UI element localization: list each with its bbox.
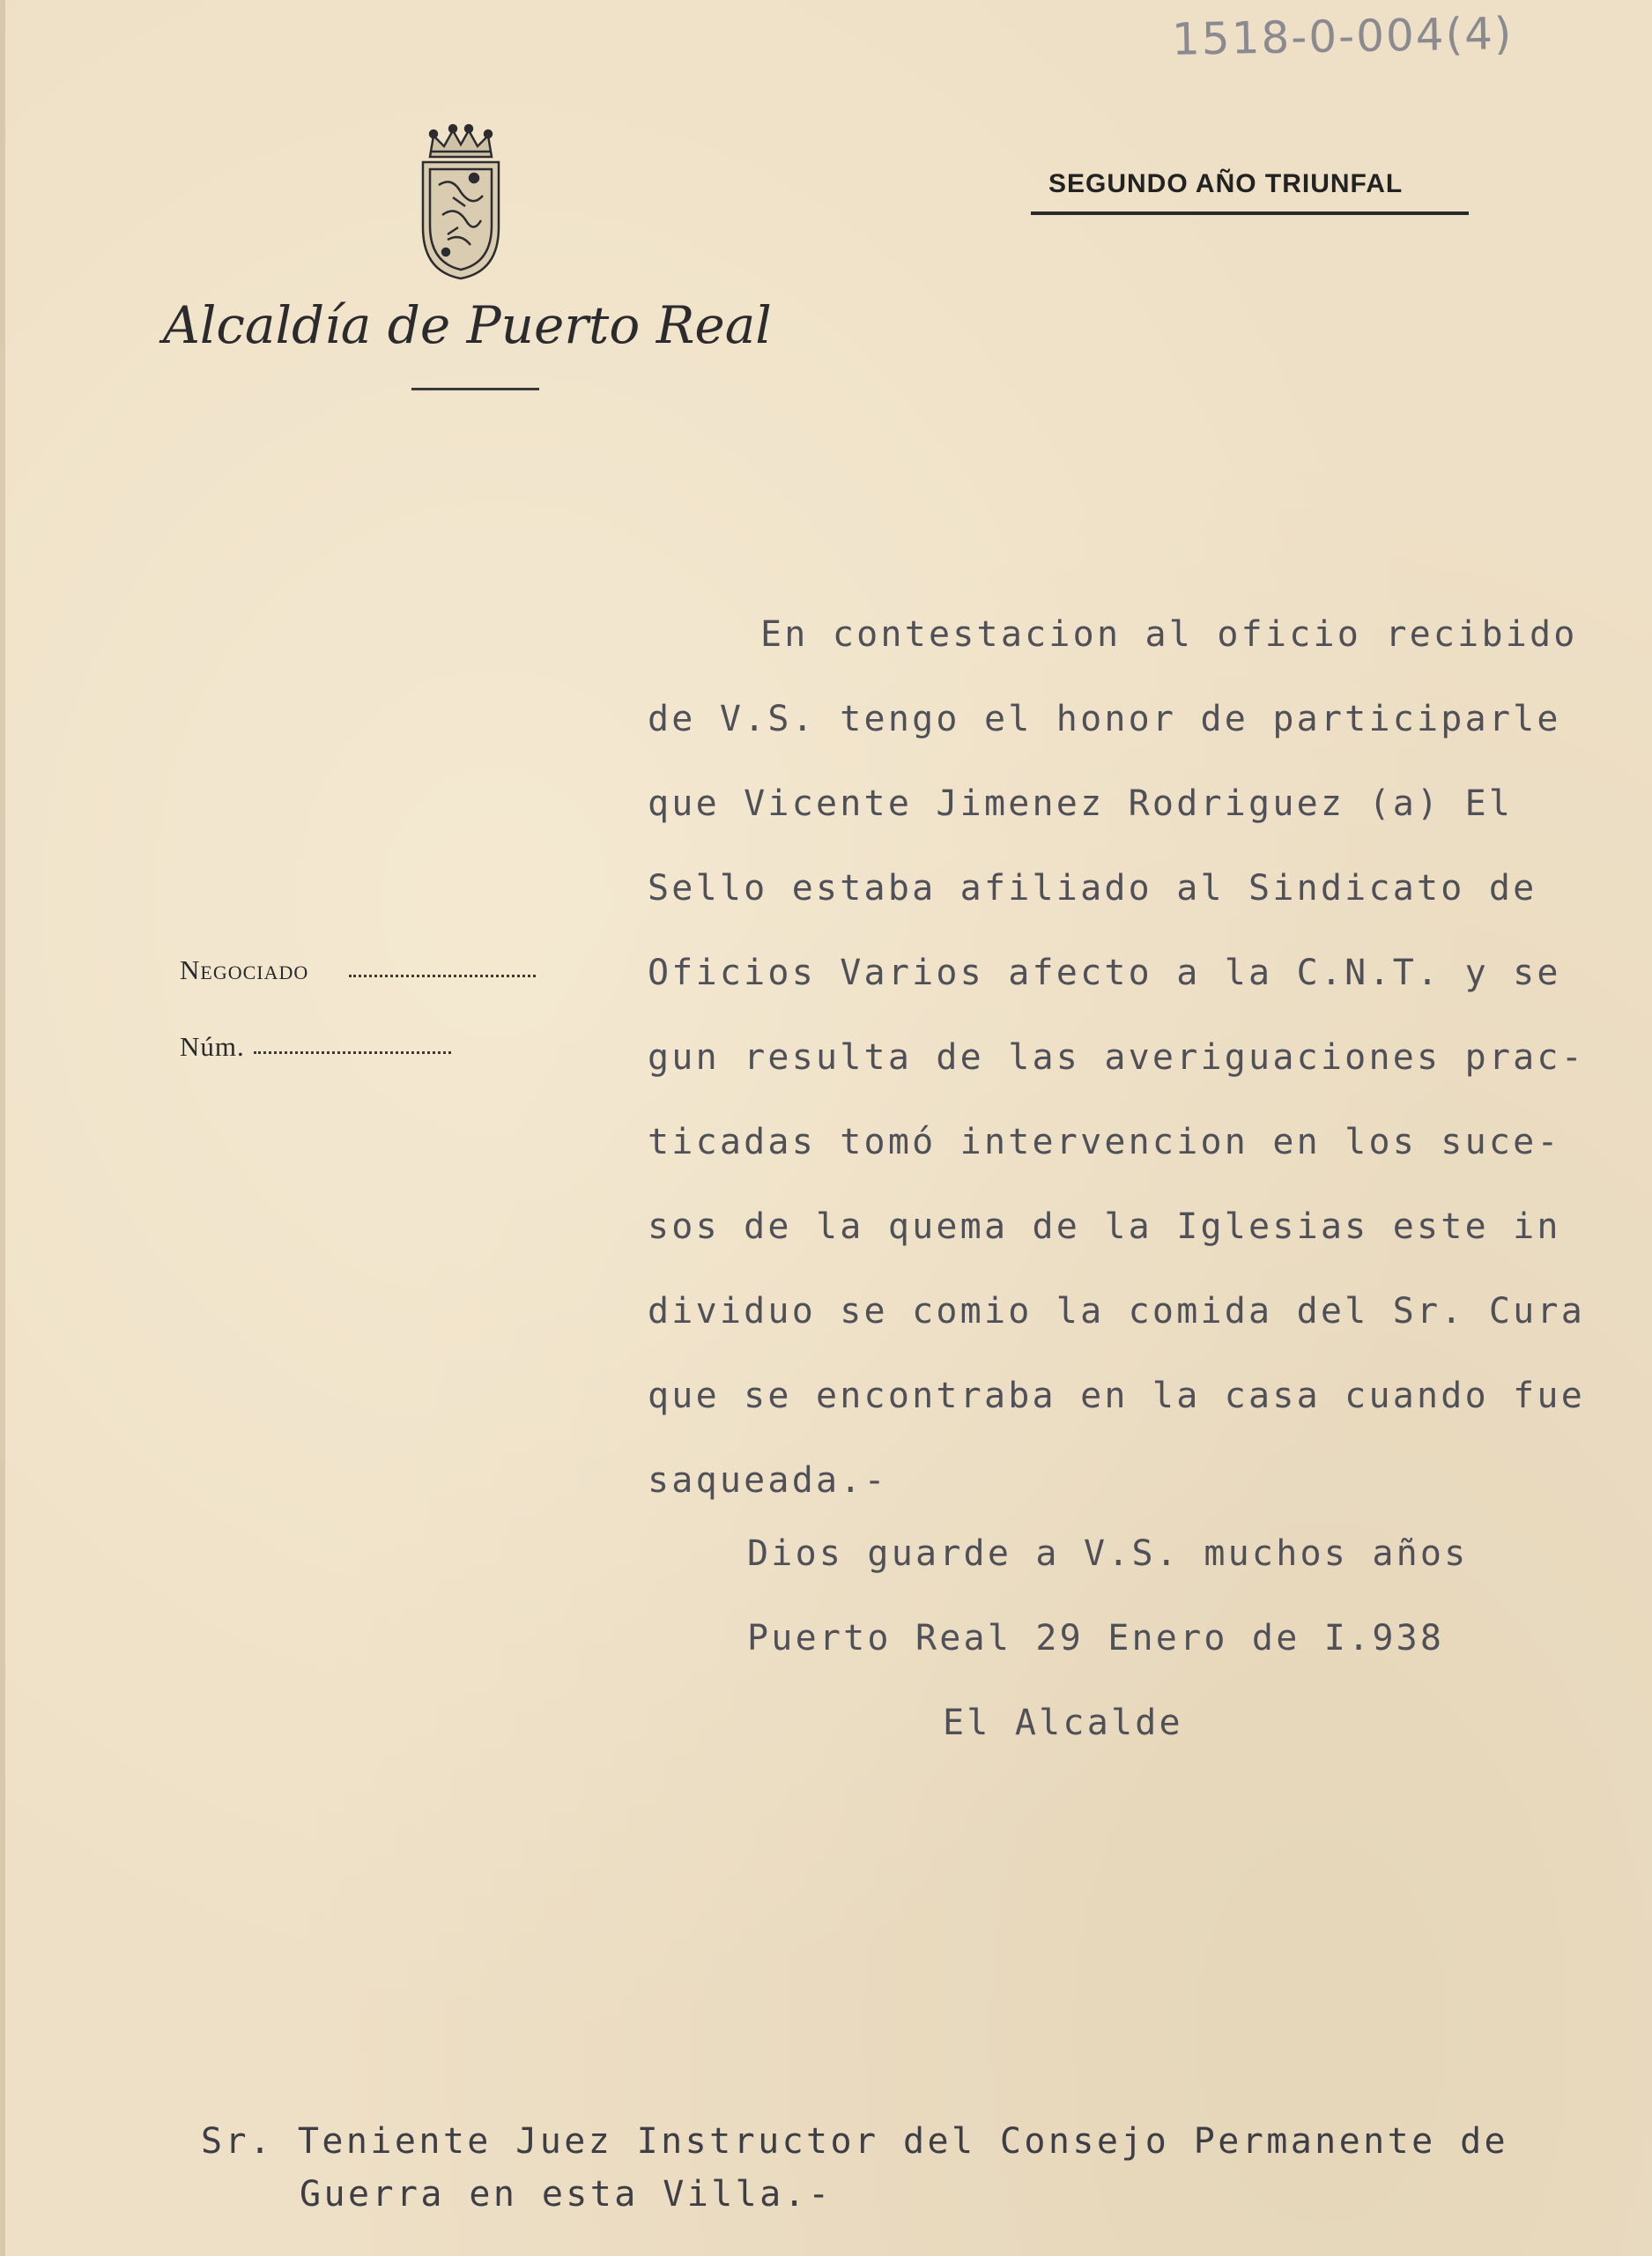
salutation: Dios guarde a V.S. muchos años <box>747 1533 1469 1574</box>
body-line: Sello estaba afiliado al Sindicato de <box>648 868 1537 909</box>
recipient-block <box>201 2115 1575 2221</box>
body-line: sos de la quema de la Iglesias este in <box>648 1206 1561 1247</box>
place-date: Puerto Real 29 Enero de I.938 <box>747 1618 1445 1659</box>
letterhead-title: Alcaldía de Puerto Real <box>163 295 772 355</box>
closing-block <box>747 1511 1540 1765</box>
body-line: gun resulta de las averiguaciones prac- <box>648 1037 1585 1078</box>
negociado-field <box>349 975 536 977</box>
body-line: ticadas tomó intervencion en los suce- <box>648 1122 1561 1162</box>
year-banner-underline <box>1031 212 1469 215</box>
archive-reference-handwritten: 1518-0-004(4) <box>1171 8 1514 65</box>
recipient-line-2: Guerra en esta Villa.- <box>300 2174 833 2215</box>
coat-of-arms-icon <box>412 123 509 282</box>
num-label: Núm. <box>180 1031 245 1062</box>
year-banner: SEGUNDO AÑO TRIUNFAL <box>1048 169 1404 198</box>
negociado-label: Negociado <box>180 954 309 985</box>
body-line: que Vicente Jimenez Rodriguez (a) El <box>648 783 1514 824</box>
num-field <box>254 1051 451 1054</box>
body-line: Oficios Varios afecto a la C.N.T. y se <box>648 953 1561 993</box>
letterhead-underline <box>411 388 539 390</box>
signature-line: El Alcalde <box>943 1703 1183 1743</box>
recipient-line-1: Sr. Teniente Juez Instructor del Consejo Permanente de <box>201 2121 1509 2162</box>
body-line: que se encontraba en la casa cuando fue <box>648 1376 1585 1416</box>
letter-body <box>648 592 1626 1523</box>
body-line: de V.S. tengo el honor de participarle <box>648 699 1561 739</box>
body-line: En contestacion al oficio recibido <box>760 614 1578 655</box>
body-line: dividuo se comio la comida del Sr. Cura <box>648 1291 1585 1332</box>
body-line: saqueada.- <box>648 1460 888 1501</box>
